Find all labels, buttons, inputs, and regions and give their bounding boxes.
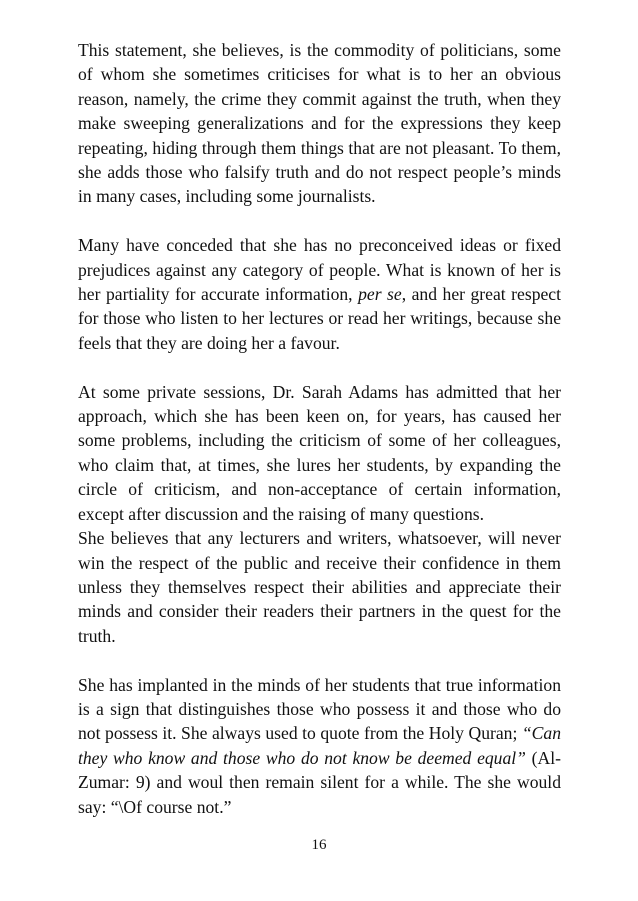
document-page [78,38,561,819]
page-number: 16 [311,837,327,853]
paragraph-respect [78,526,561,648]
paragraph-text: Many have conceded that she has no preconceived ideas or fixed prejudices against any category of people. What is known of her is her partiality for accurate information, [78,235,561,305]
paragraph-quran-quote [78,673,561,819]
paragraph-text: She has implanted in the minds of her students that true information is a sign that distinguishes those who possess it and those who do not possess it. She always used to quote from the Holy Quran; [78,674,561,744]
paragraph-text: , and her great respect for those who listen to her lectures or read her writings, because she feels that they are doing her a favour. [78,284,561,353]
paragraph-text: (Al-Zumar: 9) and woul then remain silent for a while. The she would say: “\Of course not.” [78,747,561,817]
italic-phrase: per se [358,284,402,305]
paragraph-prejudices [78,233,561,355]
paragraph-politicians [78,38,561,209]
paragraph-private-sessions [78,380,561,526]
paragraph-text: At some private sessions, Dr. Sarah Adams has admitted that her approach, which she has been keen on, for years, has caused her some problems, including the criticism of some of her colleagues, who claim that, at times, she lures her students, by expanding the circle of criticism, and non-acceptance of certain information, except after discussion and the raising of many questions. [78,381,561,524]
paragraph-text: She believes that any lecturers and writers, whatsoever, will never win the respect of the public and receive their confidence in them unless they themselves respect their abilities and appreciate their minds and consider their readers their partners in the quest for the truth. [78,528,561,646]
quran-quote: “Can they who know and those who do not know be deemed equal” [78,723,561,768]
paragraph-text: This statement, she believes, is the commodity of politicians, some of whom she sometimes criticises for what is to her an obvious reason, namely, the crime they commit against the truth, when they make sweeping generalizations and for the expressions they keep repeating, hiding through them things that are not pleasant. To them, she adds those who falsify truth and do not respect people’s minds in many cases, including some journalists. [78,40,561,207]
